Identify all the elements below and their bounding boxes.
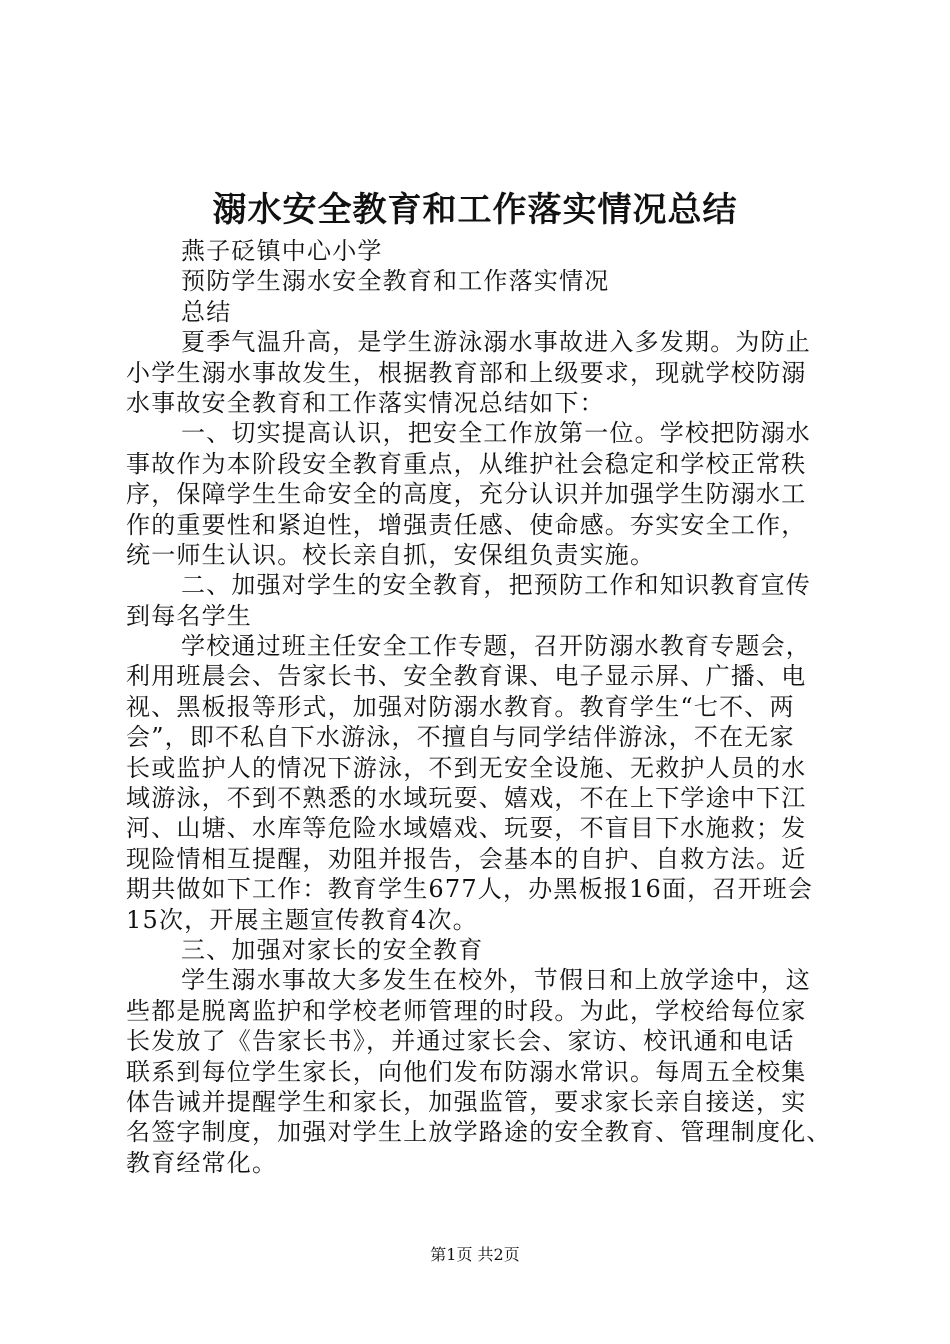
body-line: 现险情相互提醒，劝阻并报告，会基本的自护、自救方法。近 [126,844,807,873]
body-line: 夏季气温升高，是学生游泳溺水事故进入多发期。为防止 [181,328,811,357]
body-line: 水事故安全教育和工作落实情况总结如下： [126,388,605,417]
section-heading-2: 二、加强对学生的安全教育，把预防工作和知识教育宣传 [181,571,811,600]
body-line: 事故作为本阶段安全教育重点，从维护社会稳定和学校正常秩 [126,449,807,478]
body-line-school-name: 燕子砭镇中心小学 [181,237,383,265]
document-body [126,236,846,1178]
body-line: 统一师生认识。校长亲自抓，安保组负责实施。 [126,540,656,569]
section-heading-1: 一、切实提高认识，把安全工作放第一位。学校把防溺水 [181,419,811,448]
body-line: 序，保障学生生命安全的高度，充分认识并加强学生防溺水工 [126,480,807,509]
body-line: 学校通过班主任安全工作专题，召开防溺水教育专题会， [181,632,811,661]
body-line: 小学生溺水事故发生，根据教育部和上级要求，现就学校防溺 [126,358,807,387]
body-line: 些都是脱离监护和学校老师管理的时段。为此，学校给每位家 [126,996,807,1025]
body-line: 期共做如下工作：教育学生677人，办黑板报16面，召开班会 [126,875,814,904]
body-line: 15次，开展主题宣传教育4次。 [126,905,478,934]
body-line-subtitle: 预防学生溺水安全教育和工作落实情况 [181,267,610,296]
body-line: 视、黑板报等形式，加强对防溺水教育。教育学生“七不、两 [126,692,795,721]
body-line: 河、山塘、水库等危险水域嬉戏、玩耍，不盲目下水施救；发 [126,814,807,843]
body-line: 体告诫并提醒学生和家长，加强监管，要求家长亲自接送，实 [126,1087,807,1116]
body-line: 联系到每位学生家长，向他们发布防溺水常识。每周五全校集 [126,1057,807,1086]
page-indicator: 第1页 共2页 [430,1245,520,1264]
body-line: 利用班晨会、告家长书、安全教育课、电子显示屏、广播、电 [126,662,807,691]
body-line: 教育经常化。 [126,1148,278,1177]
body-line: 域游泳，不到不熟悉的水域玩耍、嬉戏，不在上下学途中下江 [126,784,807,813]
body-line: 作的重要性和紧迫性，增强责任感、使命感。夯实安全工作， [126,510,807,539]
document-title: 溺水安全教育和工作落实情况总结 [212,190,738,230]
body-line: 长发放了《告家长书》，并通过家长会、家访、校讯通和电话 [126,1027,795,1056]
body-line: 长或监护人的情况下游泳，不到无安全设施、无救护人员的水 [126,753,807,782]
body-line: 到每名学生 [126,601,252,630]
body-line: 会”，即不私自下水游泳，不擅自与同学结伴游泳，不在无家 [126,723,795,752]
body-line-subtitle-cont: 总结 [181,297,232,326]
body-line: 名签字制度，加强对学生上放学路途的安全教育、管理制度化、 [126,1118,832,1147]
section-heading-3: 三、加强对家长的安全教育 [181,935,484,964]
body-line: 学生溺水事故大多发生在校外，节假日和上放学途中，这 [181,966,811,995]
